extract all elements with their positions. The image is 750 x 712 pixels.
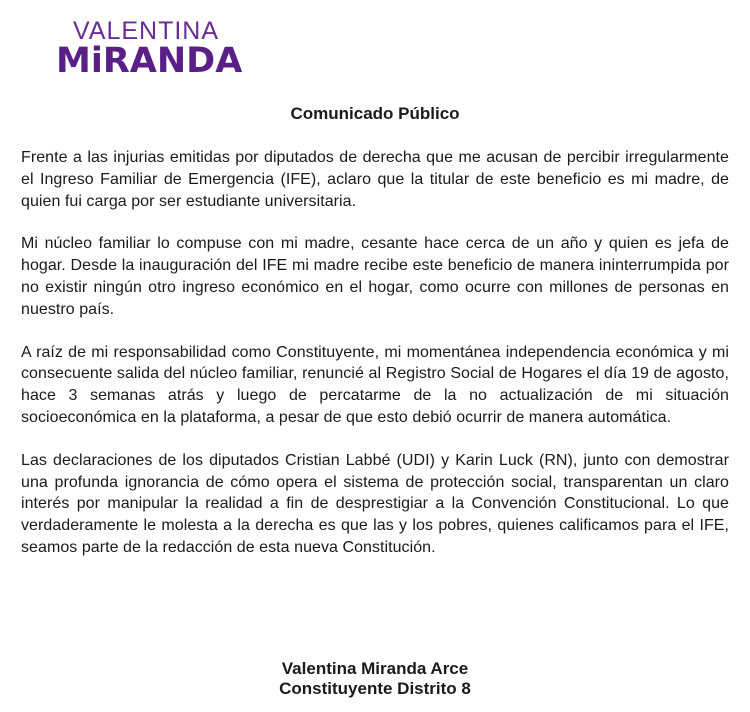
signature-role: Constituyente Distrito 8: [279, 679, 471, 698]
logo-last-name: MiRANDA: [56, 41, 243, 81]
paragraph-3: A raíz de mi responsabilidad como Constituyente, mi momentánea independencia económica y mi consecuente salida del núcleo familiar, renuncié al Registro Social de Hogares el día 19 de agosto, hace 3 semanas atrás y luego de percatarme de la no actualización de mi situación socioeconómica en la plataforma, a pesar de que esto debió ocurrir de manera automática.: [21, 343, 729, 426]
paragraph-2: Mi núcleo familiar lo compuse con mi madre, cesante hace cerca de un año y quien es jefa de hogar. Desde la inauguración del IFE mi madre recibe este beneficio de manera ininterrumpida por no existir ningún otro ingreso económico en el hogar, como ocurre con millones de personas en nuestro país.: [21, 235, 729, 318]
paragraph-1: Frente a las injurias emitidas por diputados de derecha que me acusan de percibir irregularmente el Ingreso Familiar de Emergencia (IFE), aclaro que la titular de este beneficio es mi madre, de quien fui carga por ser estudiante universitaria.: [21, 149, 729, 210]
logo-first-name: VALENTINA: [72, 17, 220, 45]
document-title: Comunicado Público: [290, 104, 460, 123]
signature-block: [0, 659, 750, 699]
document-body: [21, 147, 729, 580]
paragraph-4: Las declaraciones de los diputados Cristian Labbé (UDI) y Karin Luck (RN), junto con demostrar una profunda ignorancia de cómo opera el sistema de protección social, transparentan un claro interés por manipular la realidad a fin de desprestigiar a la Convención Constitucional. Lo que verdaderamente le molesta a la derecha es que las y los pobres, quienes calificamos para el IFE, seamos parte de la redacción de esta nueva Constitución.: [21, 451, 729, 556]
signature-name: Valentina Miranda Arce: [281, 659, 469, 678]
logo: [56, 17, 243, 81]
